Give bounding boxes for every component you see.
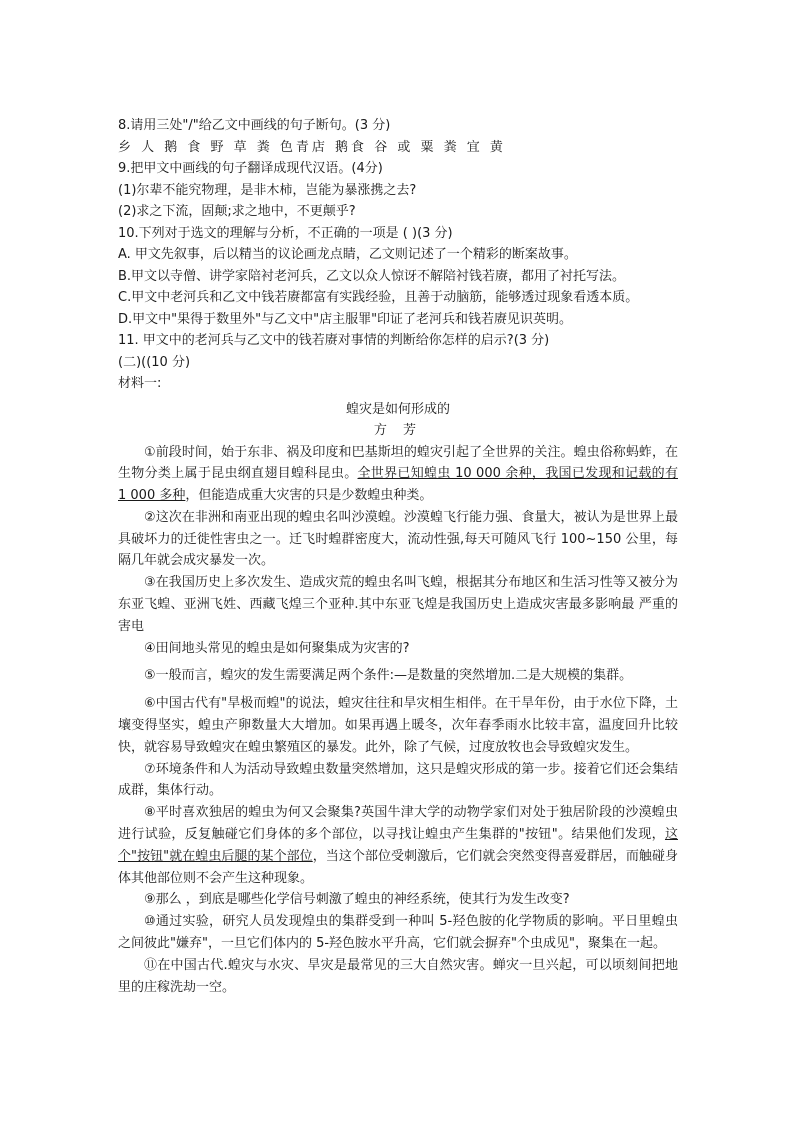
article-title: 蝗灾是如何形成的 xyxy=(345,401,450,417)
paragraph-10: ⑩通过实验，研究人员发现煌虫的集群受到一种叫 5-羟色胺的化学物质的影响。平日里蝗虫之间彼此"嫌弃"，一旦它们体内的 5-羟色胺水平升高，它们就会摒弃"个虫成见"，聚集在一起。 xyxy=(118,914,678,952)
paragraph-1-text-a: ①前段时间，始于东非、祸及印度和巴基斯坦的蝗灾引起了全世界的关注。蝗虫俗称蚂蚱，在生物分类上属于昆虫纲直翅目蝗科昆虫。 xyxy=(118,444,678,482)
exam-page xyxy=(118,115,678,998)
paragraph-11: ⑪在中国古代.蝗灾与水灾、旱灾是最常见的三大自然灾害。蝉灾一旦兴起，可以顷刻间把地里的庄稼洗劫一空。 xyxy=(118,957,678,995)
question-10-option-c: C.甲文中老河兵和乙文中钱若赓都富有实践经验，且善于动脑筋，能够透过现象看透本质。 xyxy=(118,290,639,305)
question-8: 8.请用三处"/"给乙文中画线的句子断句。(3 分) xyxy=(118,118,391,133)
paragraph-1-underlined: 全世界已知蝗虫 10 000 余种，我国已发现和记载的有 1 000 多种 xyxy=(118,466,678,504)
article-author: 方 芳 xyxy=(373,423,423,438)
paragraph-4: ④田间地头常见的蝗虫是如何聚集成为灾害的? xyxy=(144,640,410,656)
question-9: 9.把甲文中画线的句子翻译成现代汉语。(4分) xyxy=(118,161,383,176)
paragraph-1 xyxy=(118,442,678,507)
paragraph-8-text-b: ，当这个部位受刺激后，它们就会突然变得喜爱群居，而触碰身体其他部位则不会产生这种现象。 xyxy=(118,848,678,886)
question-9-item-1: (1)尔辈不能究物理，是非木柿，岂能为暴涨携之去? xyxy=(118,182,417,198)
question-11: 11. 甲文中的老河兵与乙文中的钱若赓对事情的判断给你怎样的启示?(3 分) xyxy=(118,333,550,348)
question-10-option-b: B.甲文以寺僧、讲学家陪衬老河兵，乙文以众人惊讶不解陪衬钱若赓，都用了衬托写法。 xyxy=(118,268,626,284)
paragraph-3: ③在我国历史上多次发生、造成灾荒的蝗虫名叫飞蝗，根据其分布地区和生活习性等又被分为东亚飞蝗、亚洲飞姓、西藏飞煌三个亚种.其中东亚飞煌是我国历史上造成灾害最多影响最 严重的害电 xyxy=(118,575,678,634)
material-label: 材料一: xyxy=(118,376,162,391)
paragraph-1-text-b: ，但能造成重大灾害的只是少数蝗虫种类。 xyxy=(185,488,433,504)
paragraph-6: ⑥中国古代有"旱极而蝗"的说法，蝗灾往往和旱灾相生相伴。在干旱年份，由于水位下降，土壤变得坚实，蝗虫产卵数量大大增加。如果再遇上暖冬，次年春季雨水比较丰富，温度回升比较快，就容易导致蝗灾在蝗虫繁殖区的暴发。此外，除了气候，过度放牧也会导致蝗灾发生。 xyxy=(118,696,678,755)
question-10-option-d: D.甲文中"果得于数里外"与乙文中"店主服罪"印证了老河兵和钱若赓见识英明。 xyxy=(118,311,573,327)
section-header: (二)((10 分) xyxy=(118,354,191,370)
question-10: 10.下列对于选文的理解与分析，不正确的一项是 ( )(3 分) xyxy=(118,225,453,241)
question-8-sentence: 乡 人 鹅 食 野 草 粪 色青店 鹅食 谷 或 粟 粪 宜 黄 xyxy=(118,139,506,155)
paragraph-7: ⑦环境条件和人为活动导致蝗虫数量突然增加，这只是蝗灾形成的第一步。接着它们还会集结成群，集体行动。 xyxy=(118,761,678,799)
paragraph-9: ⑨那么 ，到底是哪些化学信号刺激了蝗虫的神经系统，使其行为发生改变? xyxy=(144,892,570,908)
paragraph-8-underlined: 这个"按钮"就在蝗虫后腿的某个部位 xyxy=(118,827,678,864)
paragraph-8-text-a: ⑧平时喜欢独居的蝗虫为何又会聚集?英国牛津大学的动物学家们对处于独居阶段的沙漠蝗虫进行试验，反复触碰它们身体的多个部位，以寻找让蝗虫产生集群的"按钮"。结果他们发现， xyxy=(118,805,678,843)
question-10-option-a: A. 甲文先叙事，后以精当的议论画龙点睛，乙文则记述了一个精彩的断案故事。 xyxy=(118,247,577,262)
paragraph-5: ⑤一般而言，蝗灾的发生需要满足两个条件:—是数量的突然增加.二是大规模的集群。 xyxy=(144,668,633,684)
paragraph-8 xyxy=(118,802,678,889)
question-9-item-2: (2)求之下流，固颠;求之地中，不更颠乎? xyxy=(118,204,356,219)
paragraph-2: ②这次在非洲和南亚出现的蝗虫名叫沙漠蝗。沙漠蝗飞行能力强、食量大，被认为是世界上最具破坏力的迁徙性害虫之一。迁飞时蝗群密度大，流动性强,每天可随风飞行 100~150 公里，每隔几年就会成灾暴发一次。 xyxy=(118,509,678,569)
